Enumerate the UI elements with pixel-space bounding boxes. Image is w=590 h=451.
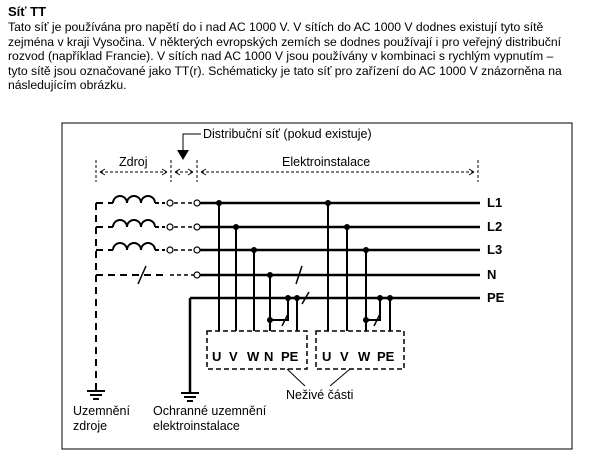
coil-l2-icon bbox=[113, 220, 155, 227]
main-conductors bbox=[190, 203, 480, 298]
conductor-label-pe: PE bbox=[487, 290, 505, 305]
section-title: Síť TT bbox=[8, 4, 47, 19]
exposed-parts-leaders bbox=[287, 369, 350, 386]
source-label: Zdroj bbox=[119, 155, 148, 169]
device1-terminal-v: V bbox=[229, 349, 238, 364]
installation-label: Elektroinstalace bbox=[282, 155, 371, 169]
coil-l1-icon bbox=[113, 196, 155, 203]
device1-wires bbox=[219, 203, 297, 343]
device1-terminal-n: N bbox=[264, 349, 274, 364]
conductor-label-l2: L2 bbox=[487, 219, 503, 234]
paragraph-line: následujícím obrázku. bbox=[8, 78, 127, 93]
installation-earth-label-line1: Ochranné uzemnění bbox=[153, 404, 267, 418]
source-earth-label-line1: Uzemnění bbox=[73, 404, 130, 418]
installation-earth-icon bbox=[181, 393, 199, 401]
conductor-label-l3: L3 bbox=[487, 242, 503, 257]
paragraph-line: zejména v kraji Vysočina. V některých evropských zemích se dodnes používají i pro veřejný distribuční bbox=[8, 34, 561, 49]
coil-l3-icon bbox=[113, 243, 155, 250]
distribution-gaps bbox=[170, 203, 194, 275]
conductor-label-n: N bbox=[487, 267, 497, 282]
source-terminals bbox=[167, 200, 200, 278]
source-windings bbox=[96, 196, 165, 390]
device2-terminal-u: U bbox=[322, 349, 332, 364]
device1-terminal-u: U bbox=[212, 349, 222, 364]
source-dimension bbox=[100, 169, 193, 175]
conductor-label-l1: L1 bbox=[487, 195, 503, 210]
distribution-arrow-icon bbox=[177, 150, 189, 160]
installation-earth-label-line2: elektroinstalace bbox=[153, 419, 240, 433]
paragraph-line: Tato síť je používána pro napětí do i nad AC 1000 V. V sítích do AC 1000 V dodnes existují tyto sítě bbox=[8, 20, 544, 34]
distribution-label: Distribuční síť (pokud existuje) bbox=[203, 127, 372, 141]
device2-terminal-w: W bbox=[358, 349, 371, 364]
device1-terminal-w: W bbox=[247, 349, 260, 364]
source-earth-label-line2: zdroje bbox=[73, 419, 108, 433]
source-earth-icon bbox=[87, 391, 105, 399]
installation-dimension bbox=[201, 169, 474, 175]
device1-terminal-pe: PE bbox=[281, 349, 299, 364]
distribution-leader bbox=[183, 134, 201, 152]
device2-wires bbox=[328, 203, 390, 343]
device2-terminal-v: V bbox=[340, 349, 349, 364]
exposed-parts-label: Neživé části bbox=[286, 388, 354, 402]
paragraph-line: tyto sítě jsou označované jako TT(r). Schématicky je tato síť pro zařízení do AC 1000 V znázorněna na bbox=[8, 63, 562, 78]
device2-terminal-pe: PE bbox=[377, 349, 395, 364]
paragraph-line: rozvod (například Francie). V sítích nad AC 1000 V jsou používány v kombinaci s rychlým vypnutím – bbox=[8, 49, 554, 64]
